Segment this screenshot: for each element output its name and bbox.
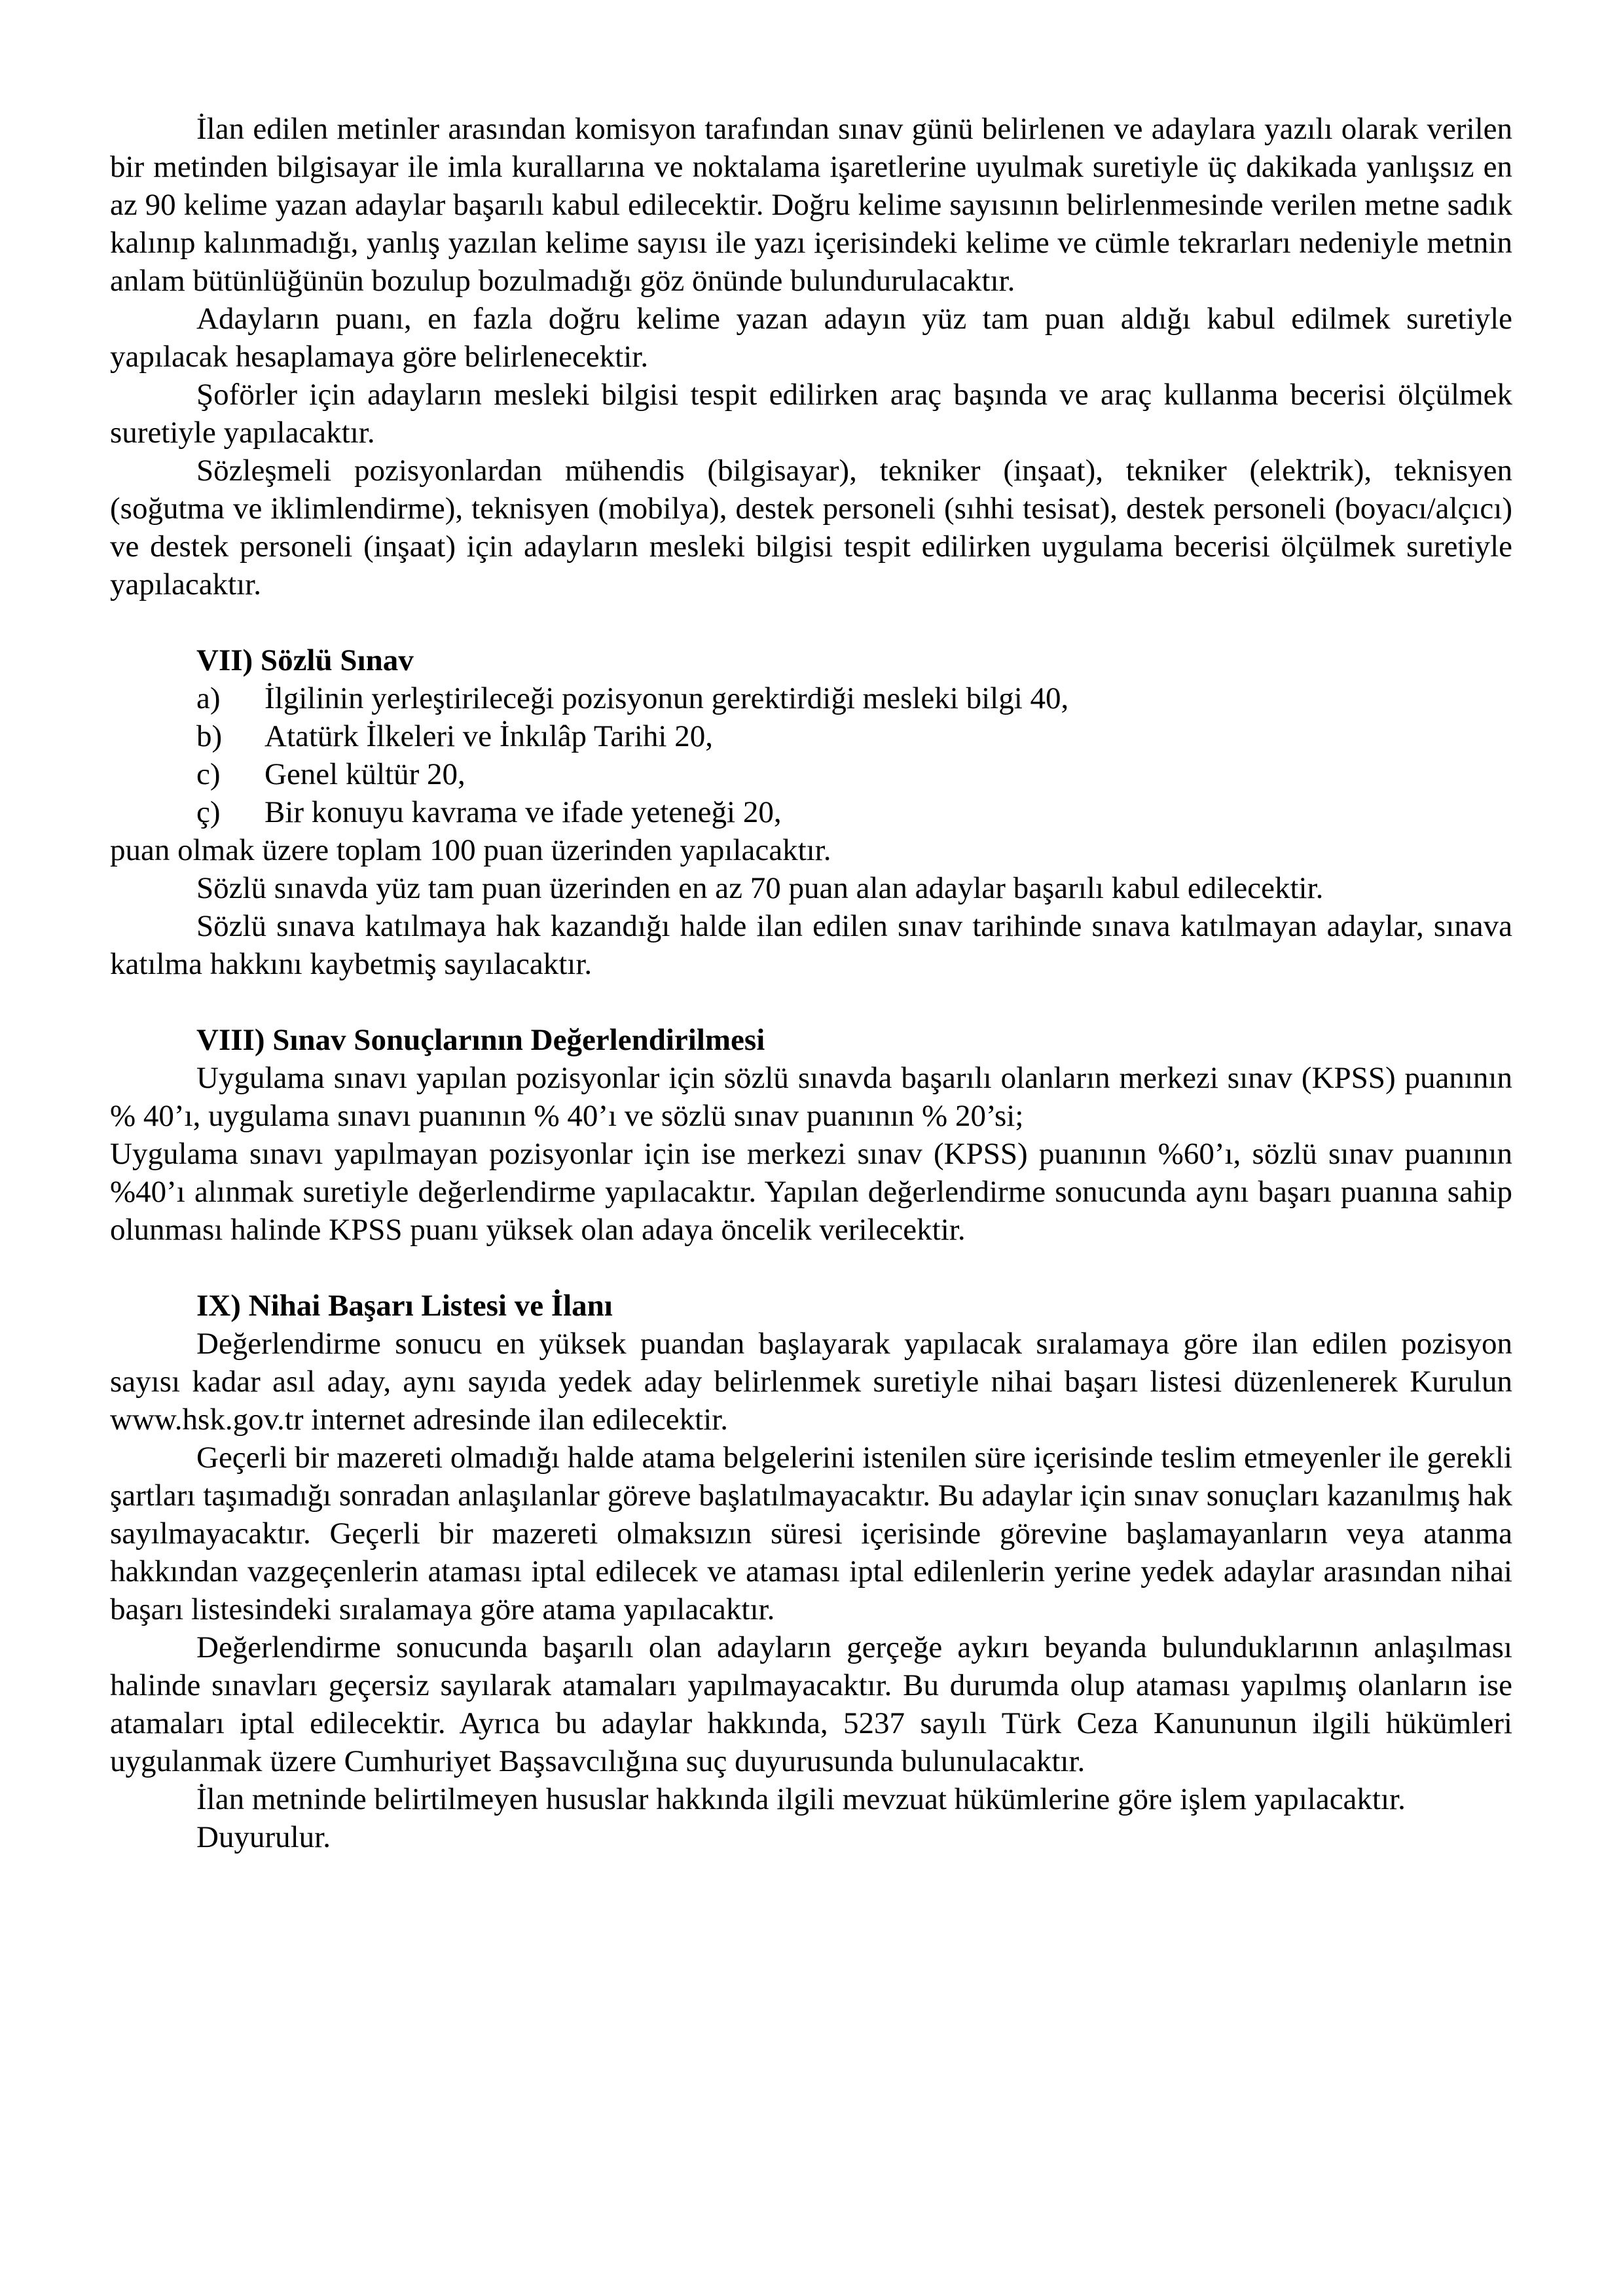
paragraph-appointment-document-failure: Geçerli bir mazereti olmadığı halde atama belgelerini istenilen süre içerisinde teslim etmeyenler ile gerekli şartları taşımadığı sonradan anlaşılanlar göreve başlatılmayacaktır. Bu adaylar için sınav sonuçları kazanılmış hak sayılmayacaktır. Geçerli bir mazereti olmaksızın süresi içerisinde görevine başlamayanların veya atanma hakkından vazgeçenlerin ataması iptal edilecek ve ataması iptal edilenlerin yerine yedek adaylar arasından nihai başarı listesindeki sıralamaya göre atama yapılacaktır. bbox=[110, 1441, 1512, 1626]
section-spacer-before-viii bbox=[110, 983, 1512, 1021]
list-item bbox=[110, 755, 1512, 793]
paragraph-oral-exam-absence: Sözlü sınava katılmaya hak kazandığı halde ilan edilen sınav tarihinde sınava katılmayan adaylar, sınava katılma hakkını kaybetmiş sayılacaktır. bbox=[110, 909, 1512, 981]
paragraph-oral-exam-total-points: puan olmak üzere toplam 100 puan üzerinden yapılacaktır. bbox=[110, 833, 831, 867]
heading-section-ix: IX) Nihai Başarı Listesi ve İlanı bbox=[196, 1289, 613, 1323]
paragraph-typing-exam-criteria: İlan edilen metinler arasından komisyon tarafından sınav günü belirlenen ve adaylara yazılı olarak verilen bir metinden bilgisayar ile imla kurallarına ve noktalama işaretlerine uyulmak suretiyle üç dakikada yanlışsız en az 90 kelime yazan adaylar başarılı kabul edilecektir. Doğru kelime sayısının belirlenmesinde verilen metne sadık kalınıp kalınmadığı, yanlış yazılan kelime sayısı ile yazı içerisindeki kelime ve cümle tekrarları nedeniyle metnin anlam bütünlüğünün bozulup bozulmadığı göz önünde bulundurulacaktır. bbox=[110, 112, 1512, 298]
document-body bbox=[110, 110, 1512, 1856]
list-marker: ç) bbox=[196, 795, 221, 829]
heading-section-vii: VII) Sözlü Sınav bbox=[196, 643, 414, 677]
list-marker: c) bbox=[196, 757, 221, 791]
paragraph-unspecified-matters: İlan metninde belirtilmeyen hususlar hakkında ilgili mevzuat hükümlerine göre işlem yapılacaktır. bbox=[196, 1782, 1406, 1816]
list-item-label: Bir konuyu kavrama ve ifade yeteneği 20, bbox=[264, 795, 782, 829]
section-spacer-before-ix bbox=[110, 1249, 1512, 1287]
list-item-label: Genel kültür 20, bbox=[264, 757, 465, 791]
list-item-label: İlgilinin yerleştirileceği pozisyonun gerektirdiği mesleki bilgi 40, bbox=[264, 681, 1069, 715]
list-item bbox=[110, 793, 1512, 831]
paragraph-final-success-list-publication: Değerlendirme sonucu en yüksek puandan başlayarak yapılacak sıralamaya göre ilan edilen pozisyon sayısı kadar asıl aday, aynı sayıda yedek aday belirlenmek suretiyle nihai başarı listesi düzenlenerek Kurulun www.hsk.gov.tr internet adresinde ilan edilecektir. bbox=[110, 1327, 1512, 1437]
list-marker: b) bbox=[196, 719, 223, 753]
section-spacer-before-vii bbox=[110, 603, 1512, 641]
paragraph-false-declaration-consequences: Değerlendirme sonucunda başarılı olan adayların gerçeğe aykırı beyanda bulunduklarının anlaşılması halinde sınavları geçersiz sayılarak atamaları yapılmayacaktır. Bu durumda olup ataması yapılmış olanların ise atamaları iptal edilecektir. Ayrıca bu adaylar hakkında, 5237 sayılı Türk Ceza Kanununun ilgili hükümleri uygulanmak üzere Cumhuriyet Başsavcılığına suç duyurusunda bulunulacaktır. bbox=[110, 1630, 1512, 1778]
paragraph-oral-exam-pass-threshold: Sözlü sınavda yüz tam puan üzerinden en az 70 puan alan adaylar başarılı kabul edilecektir. bbox=[196, 871, 1324, 905]
oral-exam-criteria-list bbox=[110, 679, 1512, 831]
heading-section-viii: VIII) Sınav Sonuçlarının Değerlendirilmesi bbox=[196, 1023, 765, 1057]
paragraph-evaluation-without-practical-exam: Uygulama sınavı yapılmayan pozisyonlar için ise merkezi sınav (KPSS) puanının %60’ı, sözlü sınav puanının %40’ı alınmak suretiyle değerlendirme yapılacaktır. Yapılan değerlendirme sonucunda aynı başarı puanına sahip olunması halinde KPSS puanı yüksek olan adaya öncelik verilecektir. bbox=[110, 1137, 1512, 1247]
list-item bbox=[110, 717, 1512, 755]
paragraph-closing-duyurulur: Duyurulur. bbox=[196, 1820, 331, 1854]
list-marker: a) bbox=[196, 681, 221, 715]
paragraph-drivers-practical-exam: Şoförler için adayların mesleki bilgisi tespit edilirken araç başında ve araç kullanma becerisi ölçülmek suretiyle yapılacaktır. bbox=[110, 378, 1512, 450]
paragraph-contracted-positions-practical-exam: Sözleşmeli pozisyonlardan mühendis (bilgisayar), tekniker (inşaat), tekniker (elektrik), teknisyen (soğutma ve iklimlendirme), teknisyen (mobilya), destek personeli (sıhhi tesisat), destek personeli (boyacı/alçıcı) ve destek personeli (inşaat) için adayların mesleki bilgisi tespit edilirken uygulama becerisi ölçülmek suretiyle yapılacaktır. bbox=[110, 454, 1512, 601]
list-item-label: Atatürk İlkeleri ve İnkılâp Tarihi 20, bbox=[264, 719, 713, 753]
paragraph-evaluation-with-practical-exam: Uygulama sınavı yapılan pozisyonlar için sözlü sınavda başarılı olanların merkezi sınav (KPSS) puanının % 40’ı, uygulama sınavı puanının % 40’ı ve sözlü sınav puanının % 20’si; bbox=[110, 1061, 1512, 1133]
paragraph-candidate-scoring: Adayların puanı, en fazla doğru kelime yazan adayın yüz tam puan aldığı kabul edilmek suretiyle yapılacak hesaplamaya göre belirlenecektir. bbox=[110, 302, 1512, 374]
list-item bbox=[110, 679, 1512, 717]
